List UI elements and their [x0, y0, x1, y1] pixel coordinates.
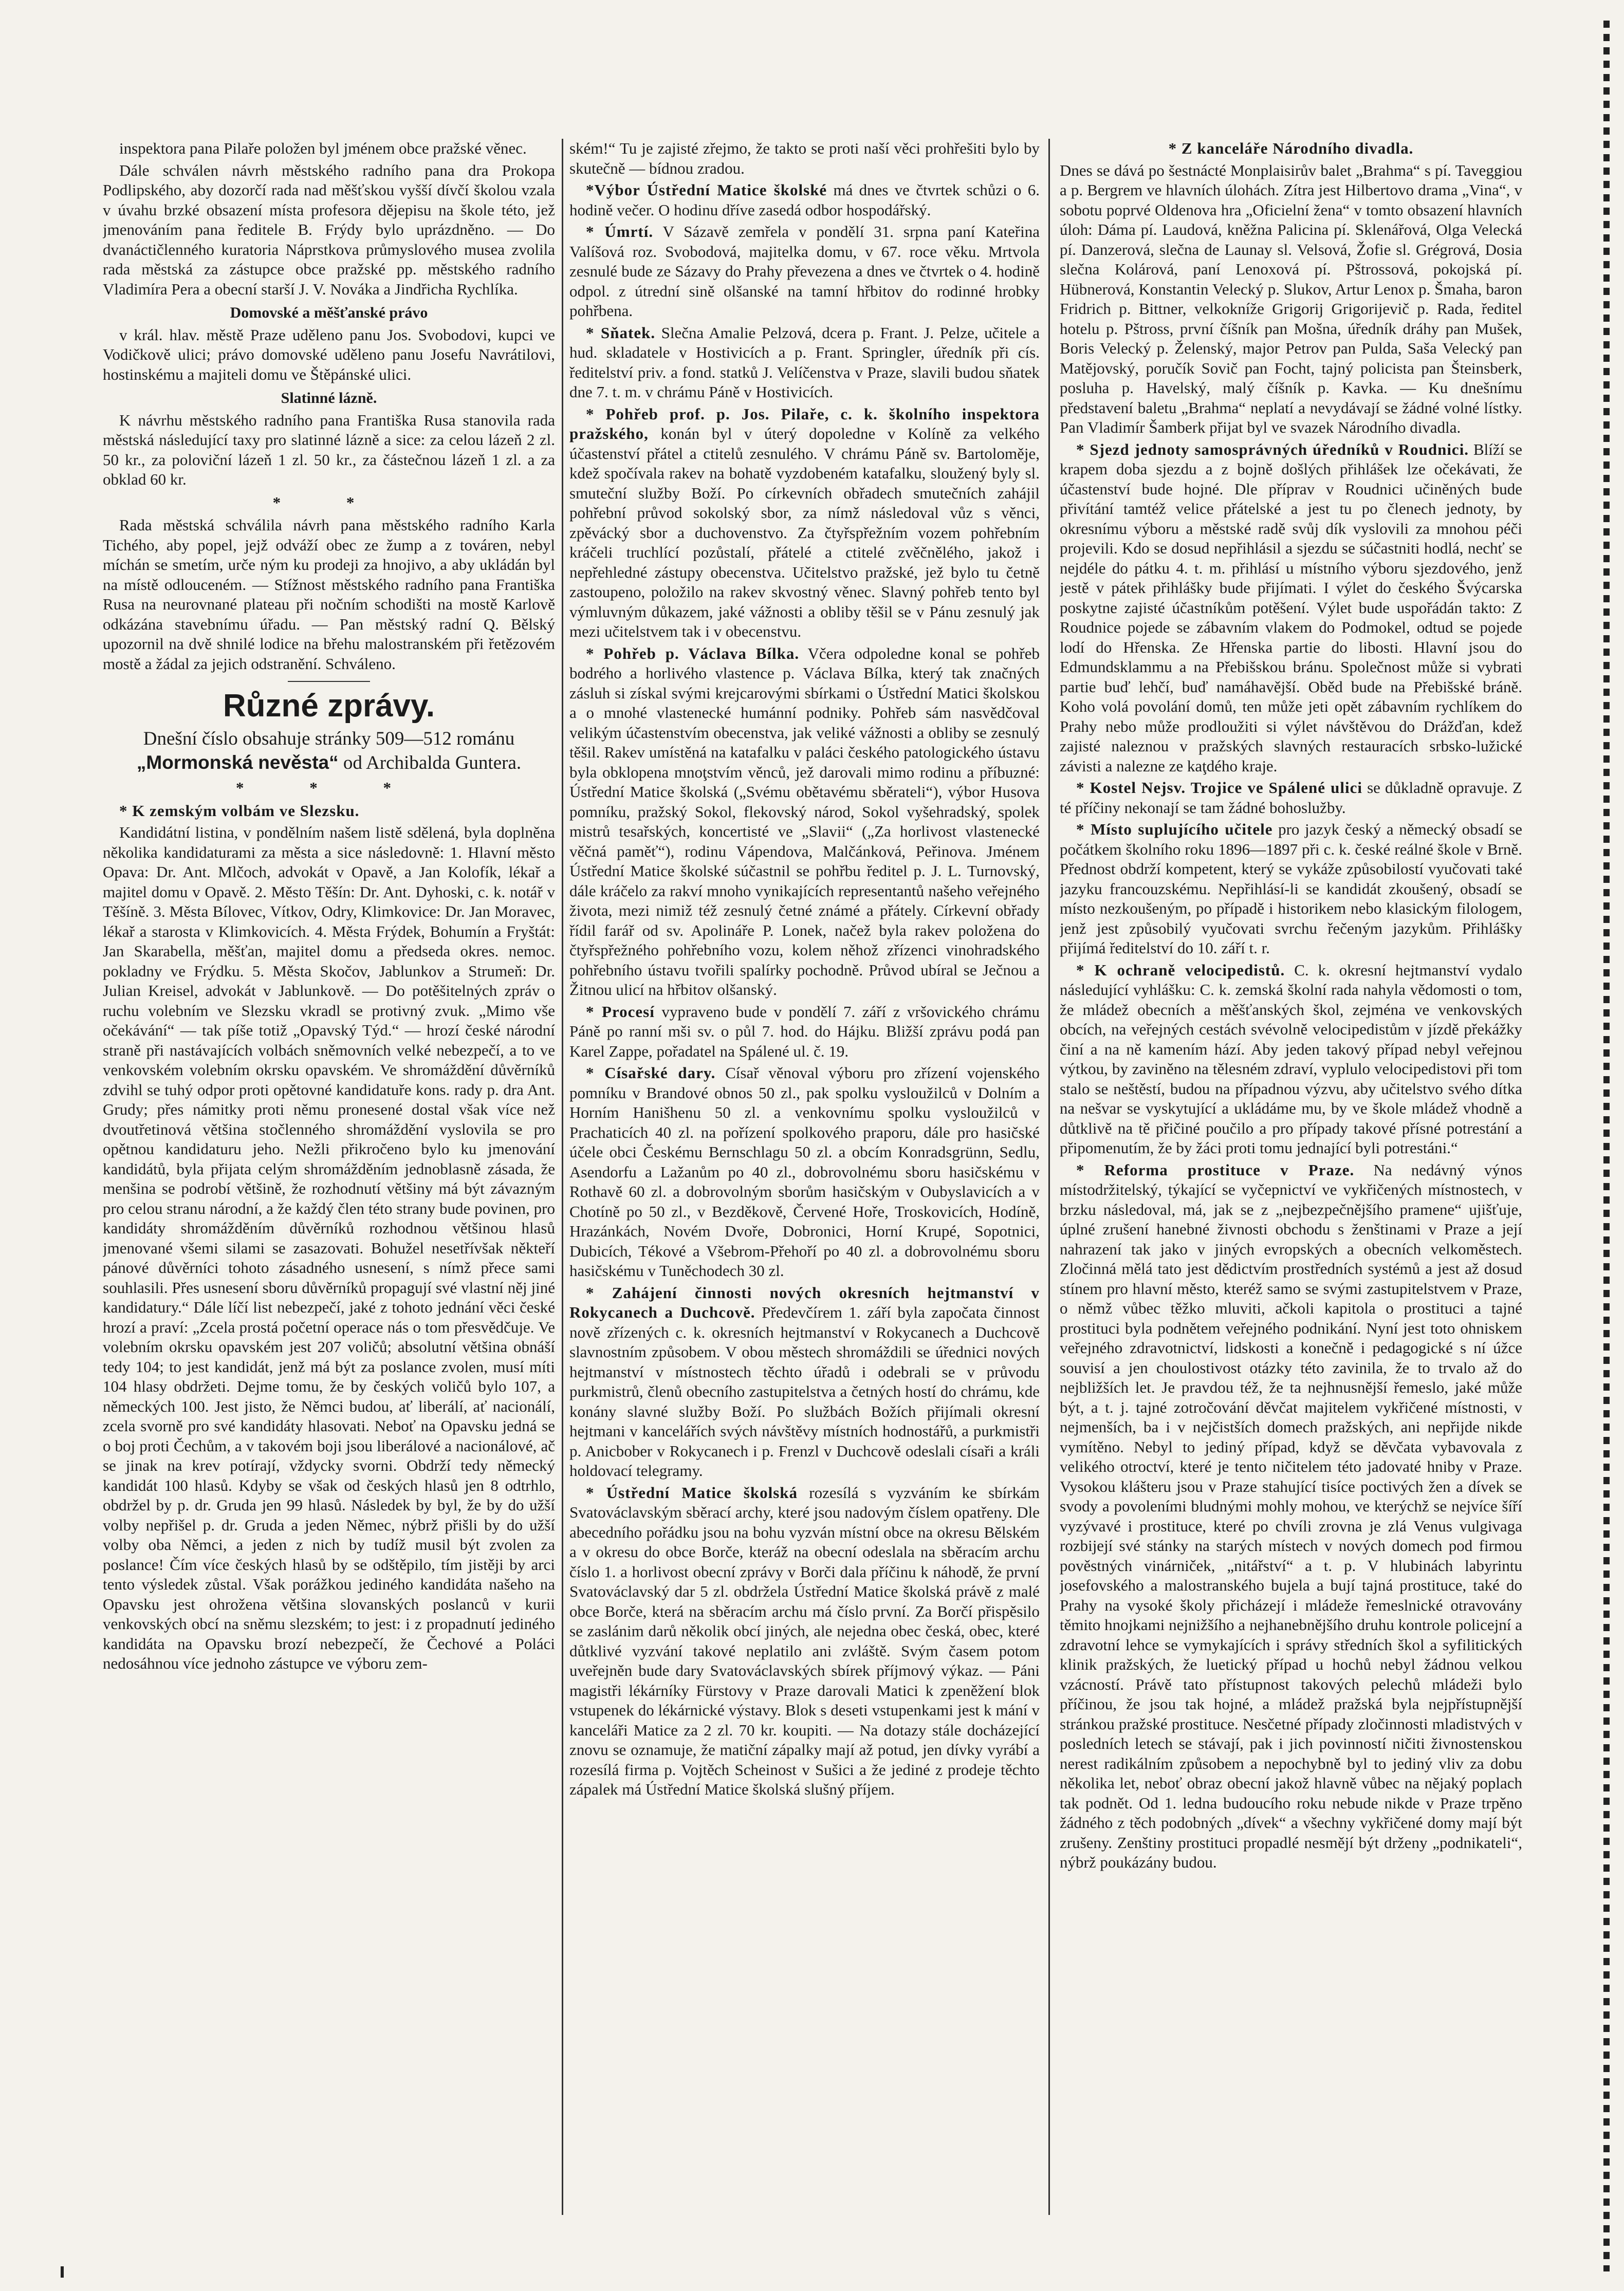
article-paragraph [1060, 1160, 1522, 1873]
article-text: Císař věnoval výboru pro zřízení vojenského pomníku v Brandové obnos 50 zl., pak spolku vysloužilců v Dolním a Horním Hanišhenu 50 zl. a venkovnímu spolku vysloužilců v Prachaticích 40 zl. na pořízení spolkového praporu, dále pro hasičské účele obci Českému Bernschlagu 50 zl. a obcím Konradsgrünn, Sedlu, Asendorfu a Lažanům po 40 zl., dobrovolnému sboru hasičskému v Rothavě 60 zl. a dobrovolným sborům hasičským v Oubyslavicích a v Chotíně po 50 zl., v Bezděkově, Červené Hoře, Troskovicích, Hodíně, Hrazánkách, Novém Dvoře, Dobronici, Horní Krupé, Sopotnici, Dubicích, Tékové a Všebrom-Přehoří po 40 zl. a dobrovolnému sboru hasičskému v Tuněchodech 30 zl. [569, 1064, 1040, 1280]
article-heading: * Procesí [586, 1002, 655, 1021]
article-heading: * Pohřeb p. Václava Bílka. [586, 644, 800, 662]
article-heading: *Výbor Ústřední Matice školské [586, 181, 827, 199]
divider [288, 681, 370, 682]
article-heading: * K zemským volbám ve Slezsku. [119, 801, 360, 820]
subheading: Domovské a měšťanské právo [230, 304, 428, 321]
article-paragraph [1060, 139, 1522, 159]
article-paragraph: Dnes se dává po šestnácté Monplaisirův balet „Brahma“ s pí. Taveggiou a p. Bergrem ve hlavních úlohách. Zítra jest Hilbertovo drama „Vina“, v sobotu poprvé Oldenova hra „Oficielní žena“ v tomto obsazení hlavních úloh: Dáma pí. Laudová, kněžna Palicina pí. Sklenářová, Olga Velecká pí. Danzerová, slečna de Launay sl. Velsová, Žofie sl. Grégrová, Dosia slečna Kolárová, paní Lenoxová pí. Pštrossová, pokojská pí. Hübnerová, Konstantin Velecký p. Slukov, Artur Lenox p. Šmaha, baron Fridrich p. Bittner, velkokníže Grigorij Grigorijevič p. Rada, ředitel hotelu p. Pštross, první číšník pan Mošna, úředník dráhy pan Mušek, Boris Velecký p. Želenský, major Petrov pan Pulda, Saša Velecký pan Matějovský, poručík Sovič pan Focht, tajný policista pan Šteinsberk, posluha p. Havelský, malý číšník p. Kavka. — Ku dnešnímu představení baletu „Brahma“ neplatí a nevydávají se žádné volné lístky. Pan Vladimír Šamberk přijat byl ve svazek Národního divadla. [1060, 161, 1522, 436]
article-text: vypraveno bude v pondělí 7. září z vršovického chrámu Páně po ranní mši sv. o půl 7. hod. do Hájku. Bližší zprávu podá pan Karel Zappe, pořadatel na Spálené ul. č. 19. [569, 1002, 1040, 1060]
article-heading: * Reforma prostituce v Praze. [1076, 1160, 1355, 1179]
notice-author: od Archibalda Guntera. [343, 752, 522, 773]
article-paragraph [569, 222, 1040, 321]
article-text: pro jazyk český a německý obsadí se počátkem školního roku 1896—1897 při c. k. české reálné škole v Brně. Přednost obdrží kompetent, který se vykáže způsobilostí vyučovati také jazyku francouzskému. Nepřihlásí-li se kandidát zkoušený, obsadí se místo nezkoušeným, po případě i historikem nebo klasickým filologem, jenž jest způsobilý vyučovati svrchu řečeným jazykům. Přihlášky přijímá ředitelství do 10. září t. r. [1060, 820, 1522, 957]
article-heading: * Sjezd jednoty samosprávných úředníků v Roudnici. [1076, 440, 1469, 458]
asterism-separator: * * * [236, 779, 422, 797]
article-text: V Sázavě zemřela v pondělí 31. srpna paní Kateřina Valíšová roz. Svobodová, majitelka domu, v 67. roce věku. Mrtvola zesnulé bude ze Sázavy do Prahy převezena a dnes ve čtvrtek o 4. hodině odpol. z útrední sině olšanské na tamní hřbitov do rodinné hrobky pohřbena. [569, 223, 1040, 320]
article-paragraph [569, 323, 1040, 402]
article-paragraph [569, 644, 1040, 1000]
article-paragraph [1060, 440, 1522, 777]
column-middle [569, 139, 1040, 2220]
section-title: Různé zprávy. [223, 688, 435, 724]
article-heading: * K ochraně velocipedistů. [1076, 960, 1285, 979]
article-heading: * Sňatek. [586, 323, 656, 342]
article-heading: * Místo suplujícího učitele [1076, 820, 1273, 838]
article-paragraph: ském!“ Tu je zajisté zřejmo, že takto se proti naší věci prohřešiti bylo by skutečně — bídnou zradou. [569, 139, 1040, 177]
column-right [1060, 139, 1522, 2220]
article-text: Blíží se krapem doba sjezdu a z bojně došlých přihlášek lze očekávati, že účastenství bude hojné. Dle příprav v Roudnici učiněných bude přivítání tamtéž velice přátelské a jest tu po členech jednoty, by okresnímu výboru a městské radě svůj dík vyslovili za mnohou péči projevili. Kdo se dosud nepřihlásil a sjezdu se súčastniti hodlá, nechť se nejdéle do pátku 4. t. m. přihlásí u místního výboru sjezdového, jenž jestě v pátek přihlášky bude přijímati. I výlet do českého Švýcarska poskytne zajisté účastníkům potěšení. Výlet bude uspořádán takto: Z Roudnice pojede se zábavním vlakem do Podmokel, odtud se pojede lodí do Hřenska. Ze Hřenska partie do libosti. Hlavní jsou do Edmundsklammu a na Přebišskou bránu. Společnost může si vybrati partie buď lehčí, buď namáhavější. Oběd bude na Přebišské bráně. Koho volá povolání domů, ten může jeti opět zábavním rychlíkem do Prahy nebo může prodloužiti si výlet návštěvou do Drážďan, kdež zajisté naleznou v pražských slavných restauracích srbsko-lužické závisti a nalezne ze kaţdého kraje. [1060, 440, 1522, 775]
article-paragraph: Kandidátní listina, v pondělním našem listě sdělená, byla doplněna několika kandidaturami za města a sice následovně: 1. Hlavní město Opava: Dr. Ant. Mlčoch, advokát v Opavě, a Jan Kolofík, lékař a majitel domu v Opavě. 2. Město Těšín: Dr. Ant. Dyhoski, c. k. notář v Těšíně. 3. Města Bílovec, Vítkov, Odry, Klimkovice: Dr. Jan Moravec, lékař a starosta v Klimkovicích. 4. Města Frýdek, Bohumín a Fryštát: Jan Skarabella, měšťan, majitel domu a předseda okres. nemoc. pokladny ve Frýdku. 5. Města Skočov, Jablunkov a Strumeň: Dr. Julian Kreisel, advokát v Jablunkově. — Do potěšitelných zpráv o ruchu volebním ve Slezsku vkradl se protivný zvuk. „Mimo vše očekávání“ — tak píše totiž „Opavský Týd.“ — hrozí české národní straně při nastávajících volbách sněmovních velké nebezpečí, a to ve venkovském volebním okrsku opavském. Ve shromáždění důvěrníků zdvihl se tuhý odpor proti opětovné kandidatuře kons. rady p. dra Ant. Grudy; přes námitky proti němu pronesené dostal však více než dvoutřetinová většina stočlenného shromáždění vyslovila se pro opětnou kandidaturu jeho. Nežli přikročeno bylo ku jmenování kandidátů, byla přijata celým shromážděním jednoblasně zásada, že menšina se podrobí většině, že rozhodnutí většiny má být závazným pro celou stranu národní, a že každý člen této strany bude povinen, pro kandidáty shromážděním důvěrníků rozhodnou většinou hlasů jmenované všemi silami se zasazovati. Bohužel nesetřívšak někteří pánové důvěrníci tohoto zásadného usnesení, s nímž přece sami souhlasili. Přes usnesení sboru důvěrníků propagují své vlastní něj jiné kandidatury.“ Dále líčí list nebezpečí, jaké z tohoto jednání věci české hrozí a praví: „Zcela prostá početní operace nás o tom přesvědčuje. Ve volebním okrsku opavském jest 207 voličů; absolutní většina obnáší tedy 104; to jest kandidát, jenž má být za poslance zvolen, musí míti 104 hlasy obdržeti. Dejme tomu, že by českých voličů bylo 107, a německých 100. Jest jisto, že Němci budou, ať liberálí, ať nacionálí, zcela svorně pro své kandidáty hlasovati. Neboť na Opavsku jedná se o boj proti Čechům, a v takovém boji jsou liberálové a nacionálové, ač se jinak na krev potírají, vždycky svorni. Obdrží tedy německý kandidát 100 hlasů. Kdyby se však od českých hlasů jen 8 odtrhlo, obdržel by p. dr. Gruda jen 99 hlasů. Následek by byl, že by do užší volby nepřišel p. dr. Gruda a jeden Němec, nýbrž přišli by do užší volby oba Němci, a jeden z nich by tudíž musil být zvolen za poslance! Čím více českých hlasů by se odštěpilo, tím jistěji by arci tento výsledek zůstal. Však porážkou jediného kandidáta našeho na Opavsku jest ohrožena většina slovanských poslanců v kurii venkovských obcí na sněmu slezském; to jest: i z propadnutí jediného kandidáta na Opavsku brozí nebezpečí, že Čechové a Poláci nedosáhnou více jednoho zástupce ve výboru zem- [103, 823, 555, 1672]
column-rule [562, 139, 563, 2215]
article-paragraph [1060, 960, 1522, 1158]
article-paragraph [1060, 778, 1522, 818]
article-paragraph [103, 801, 555, 821]
notice-title: „Mormonská nevěsta“ [136, 752, 339, 773]
article-heading: * Zahájení činnosti nových okresních hejtmanství v Rokycanech a Duchcově. [569, 1283, 1040, 1321]
article-paragraph: v král. hlav. městě Praze uděleno panu Jos. Svobodovi, kupci ve Vodičkově ulici; právo domovské uděleno panu Josefu Navrátilovi, hostinskému a majiteli domu ve Štěpánské ulici. [103, 325, 555, 383]
article-paragraph [569, 180, 1040, 220]
page-edge-border [1603, 21, 1610, 2271]
scan-mark [61, 2266, 64, 2278]
article-heading: * Z kanceláře Národního divadla. [1168, 139, 1414, 157]
article-text: Na nedávný výnos místodržitelský, týkající se vyčepnictví ve vykřičených místnostech, v brzku následoval, má, jak se z „nejbezpečnějšího pramene“ ujišťuje, úplné zrušení hanebné živnosti obchodu s ženštinami v Praze a její nahrazení tak jako v jiných evropských a obecních velkoměstech. Zločinná mělá tato jest dědictvím prostředních systémů a jest až dosud stínem pro hlavní město, kteréž samo se svými zastupitelstvem v Praze, o němž vůbec těžko mluviti, ačkoli kapitola o prostituci a tajné prostituci byla podnětem veřejného podnikání. Nyní jest toto ohniskem veřejného zdravotnictví, lidskosti a konečně i pedagogické s ní úžce souvisí a jen choulostivost otázky této zavinila, že to trvalo až do nejbližších let. Je pravdou též, že ta nejhnusnější řemeslo, jaké může být, a t. j. tajné zotročování děvčat majitelem vykřičené místnosti, v nejmenších, ba i v nejčistších domech pražských, ani nepřijde nikde vymítěno. Nebyl to jediný případ, když se děvčata vybavovala z velikého otroctví, které je tento ničitelem této jadovaté hniby v Praze. Vysokou klášteru jsou v Praze stahující tisíce poctivých žen a dívek se svody a povoleními bludnými mohly mohou, ve kterýchž se nejvíce šíří vyzývavé i prostituce, které po chvíli zrovna je zlá Venus vulgivaga rozbijejí své stánky na starých místech v nových domech pod firmou pověstných vinárniček, „nitářství“ a t. p. V hlubinách labyrintu josefovského a malostranského bujela a bují tajná prostituce, také do Prahy na vysoké školy přicházejí i mládeže řemeslnické otravovány těmito hnojkami nejnižšího a nejhanebnějšího druhu kontrole policejní a zdravotní lehce se vymykajících i správy středních škol a syfilitických klinik pražských, že luetický případ u hochů nebyl žádnou velkou vzácností. Právě tato přístupnost takových pelechů mládeži bylo příčinou, že jsou tak hojné, a mládež pražská byla nejpřístupnější stránkou pražské prostituce. Nesčetné případy zločinnosti mladistvých v posledních letech se stávají, pak i jich povinností ničiti živnostenskou nerest radikálním způsobem a nepochybně byl to jediný vliv za dobu několika let, neboť obraz obecní jakož hlavně vůbec na nějaký poplach tak podnět. Od 1. ledna budoucího roku nebude nikde v Praze trpěno žádného z těch podobných „dívek“ a všechny vykřičené domy mají být zrušeny. Zenštiny prostituci propadlé nesmějí být drženy „podnikateli“, nýbrž poukázány budou. [1060, 1160, 1522, 1871]
article-paragraph [569, 1002, 1040, 1062]
serial-notice [103, 727, 555, 775]
article-heading: * Kostel Nejsv. Trojice ve Spálené ulici [1076, 779, 1362, 797]
column-rule [1048, 139, 1050, 2215]
article-paragraph: K návrhu městského radního pana Františka Rusa stanovila rada městská následující taxy pro slatinné lázně a sice: za celou lázeň 2 zl. 50 kr., za poloviční lázeň 1 zl. 50 kr., za částečnou lázeň 1 zl. a za obklad 60 kr. [103, 411, 555, 488]
article-heading: * Úmrtí. [586, 223, 654, 241]
article-heading: * Pohřeb prof. p. Jos. Pilaře, c. k. školního inspektora pražského, [569, 404, 1040, 442]
article-text: Včera odpoledne konal se pohřeb bodrého a horlivého vlastence p. Václava Bílka, který tak značných zásluh si získal svými krejcarovými sbírkami o Ústřední Matici školskou a o mnohé vlastenecké humánní podniky. Pohřeb sám nasvědčoval velikým účastenstvím obecenstva, jak veliké vážnosti a obliby se zesnulý těšil. Rakev umístěná na katafalku v paláci českého patologického ústavu byla obklopena mnoţstvím věnců, jež darovali mimo rodinu a příbuzné: Ústřední Matice školská („Svému obětavému sběrateli“), výbor Husova pomníku, pražský Sokol, flekovský národ, Sokol vyšehradský, spolek mistrů tesařských, koncertisté ve „Slavii“ („Za horlivost vlastenecké věčná paměť“), rodinu Vápendova, Malčánková, Peřinova. Jménem Ústřední Matice školské súčastnil se pohřbu ředitel p. J. L. Turnovský, dále kráčelo za rakví mnoho vynikajících representantů našeho veřejného života, mezi nimiž též zesnulý četné známé a přátely. Církevní obřady řídil farář od sv. Apolináře P. Lonek, načež byla rakev položena do čtyřspřežného pohřebního vozu, kolem něhož zřízenci vinohradského pohřebního ústavu tvořili spalírky pochodně. Průvod ubíral se Ječnou a Žitnou ulicí na hřbitov olšanský. [569, 644, 1040, 999]
article-paragraph: Rada městská schválila návrh pana městského radního Karla Tichého, aby popel, jejž odváží obec ze žump a z továren, nebyl míchán se smetím, urče ným ku prodeji za hnojivo, a aby ukládán byl na místě odlouceném. — Stížnost městského radního pana Františka Rusa na neurovnané plateau při nočním schodišti na mostě Karlově odkázána stavebnímu úřadu. — Pan městský radní Q. Bělský upozornil na dvě shnilé lodice na břehu malostranském při řetězovém mostě a žádal za jejich odstranění. Schváleno. [103, 516, 555, 673]
article-heading: * Ústřední Matice školská [586, 1483, 798, 1502]
article-text: Slečna Amalie Pelzová, dcera p. Frant. J. Pelze, učitele a hud. skladatele v Hostivicích a p. Frant. Springler, úředník při cís. ředitelství priv. a fond. statků J. Velíčenstva v Praze, slavili budou sňatek dne 7. t. m. v chrámu Páně v Hostivicích. [569, 323, 1040, 401]
article-text: konán byl v úterý dopoledne v Kolíně za velkého účastenství přátel a ctitelů zesnulého. V chrámu Páně sv. Bartoloměje, kdež spočívala rakev na bohatě vyzdobeném katafalku, sloužený byly sl. smuteční služby Boží. Po církevních obřadech smutečních zahájil pohřební průvod sokolský sbor, za nímž následoval vůz s věnci, zpěvácký sbor a duchovenstvo. Za čtyřspřežním vozem pohřebním kráčeli truchlící pozůstalí, přátelé a ctitelé zvěčnělého, jakož i nepřehledné zástupy obecenstva. Učitelstvo pražské, jež bylo tu četně zastoupeno, položilo na rakev skvostný věnec. Slavný pohřeb tento byl výmluvným důkazem, jaké vážnosti a obliby těšil se v Pánu zesnulý jak mezi učitelstvem tak i v obecenstvu. [569, 424, 1040, 640]
article-text: má dnes ve čtvrtek schůzi o 6. hodině večer. O hodinu dříve zasedá odbor hospodářský. [569, 181, 1040, 219]
article-paragraph [569, 1283, 1040, 1481]
subheading: Slatinné lázně. [281, 390, 377, 407]
article-text: Předevčírem 1. září byla započata činnost nově zřízených c. k. okresních hejtmanství v Rokycanech a Duchcově slavnostním způsobem. V obou městech shromáždili se úřednici nových hejtmanství v místnostech těchto úřadů i odebrali se v průvodu purkmistrů, členů obecního zastupitelstva a četných hostí do chrámu, kde konány slavné služby Boží. Po službách Božích přijímali okresní hejtmani v kancelářích svých návštěvy místních hodnostářů, a purkmistři p. Anicbober v Rokycanech i p. Frenzl v Duchcově odeslali císaři a králi holdovací telegramy. [569, 1303, 1040, 1480]
article-heading: * Císařské dary. [586, 1064, 716, 1082]
asterism-separator: * * [272, 493, 385, 511]
article-paragraph [569, 1483, 1040, 1800]
article-paragraph [1060, 820, 1522, 958]
notice-text: Dnešní číslo obsahuje stránky 509—512 románu [143, 728, 515, 749]
article-text: C. k. okresní hejtmanství vydalo následující vyhlášku: C. k. zemská školní rada nahyla vědomosti o tom, že mládež obecních a měšťanských škol, zejména ve venkovských obcích, na veřejných cestách svévolně velocipedistům v jízdě překážky činí a na ně kamením hází. Aby jeden takový případ nebyl veřejnou výtkou, by zaviněno na tělesném zdraví, vyplulo velocipedistovi při tom stalo se neštěstí, budou na případnou výzvu, aby učitelstvo svého dítka na nešvar se vyskytující a ukládáme mu, by ve škole mládež vhodně a důtklivě na tě přičiné poučilo a pro případy takové přísné potrestání a připomenutím, že by žáci proti tomu jednající byli potrestáni.“ [1060, 960, 1522, 1157]
article-paragraph: inspektora pana Pilaře položen byl jménem obce pražské věnec. [119, 139, 527, 157]
article-text: se důkladně opravuje. Z té příčiny nekonají se tam žádné bohoslužby. [1060, 779, 1522, 817]
article-text: rozesílá s vyzváním ke sbírkám Svatováclavským sběrací archy, které jsou nadovým číslem opatřeny. Dle abecedního pořádku jsou na bohu vyzván místní obce na okresu Bělském a v okresu do obce Borče, kteráž na obecní odeslala na sběracím archu číslo 1. a horlivost obecní zprávy v Borči dala příčinu k náhodě, že první Svatováclavský dar 5 zl. obdržela Ústřední Matice školská právě z malé obce Borče, která na sběracím archu má číslo první. Za Borčí přispěsilo se zaslánim darů několik obcí jiných, ale nejedna obec česká, obec, které důtklivé vyzvání takové neplatilo ani zvláště. Svým časem potom uveřejněn bude dary Svatováclavských sbírek příjmový výkaz. — Páni magistři lékárníky Fürstovy v Praze darovali Matici k zpeněžení blok vstupenek do lékárnické výstavy. Blok s deseti vstupenkami jest k mání v kanceláři Matice za 2 zl. 70 kr. koupiti. — Na dotazy stále docházející znovu se oznamuje, že matiční zápalky mají až potud, jen dívky vyrábí a rozesílá firma p. Vojtěch Scheinost v Sušici a že jediné z prodeje těchto zápalek má Ústřední Matice školská slušný příjem. [569, 1483, 1040, 1798]
article-paragraph: Dále schválen návrh městského radního pana dra Prokopa Podlipského, aby dozorčí rada nad měšťskou vyšší dívčí školou vzala v úvahu brzké obsazení místa profesora dějepisu na škole této, jež jmenováním pana ředitele B. Frýdy bylo uprázdněno. — Do dvanáctičlenného kuratoria Náprstkova průmyslového musea zvolila rada městská za zástupce obce pražské pp. městského radního Vladimíra Pera a obecní starší J. V. Nováka a Jindřicha Rychlíka. [103, 161, 555, 298]
column-left [103, 139, 555, 2220]
article-paragraph [569, 404, 1040, 642]
article-paragraph [569, 1063, 1040, 1281]
